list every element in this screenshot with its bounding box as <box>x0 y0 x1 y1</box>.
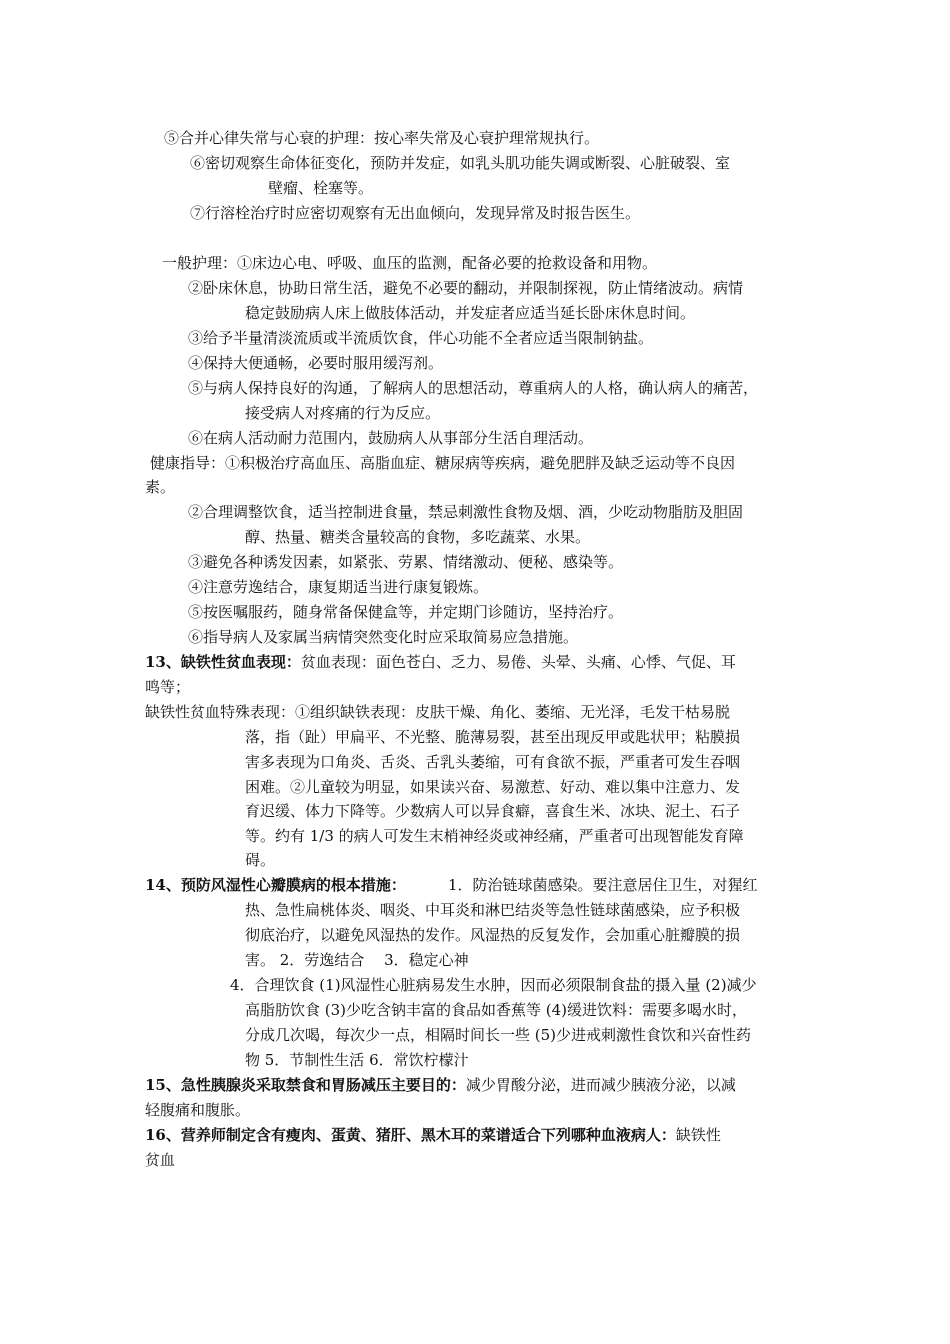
text-line: 分成几次喝，每次少一点，相隔时间长一些 (5)少进戒刺激性食饮和兴奋性药 <box>245 1026 752 1044</box>
text-line: ⑤与病人保持良好的沟通，了解病人的思想活动，尊重病人的人格，确认病人的痛苦， <box>188 379 759 397</box>
text-line: 落，指（趾）甲扁平、不光整、脆薄易裂，甚至出现反甲或匙状甲；粘膜损 <box>245 728 741 746</box>
heading-13: 13、缺铁性贫血表现： <box>145 653 301 671</box>
text-line: 碍。 <box>245 851 276 869</box>
question-13 <box>145 652 736 672</box>
text-line: 鸣等； <box>145 678 191 696</box>
answer-text: 缺铁性 <box>675 1126 721 1144</box>
text-line: 物 5．节制性生活 6．常饮柠檬汁 <box>245 1051 469 1069</box>
text-line: 热、急性扁桃体炎、咽炎、中耳炎和淋巴结炎等急性链球菌感染，应予积极 <box>245 901 741 919</box>
text-line: ⑥在病人活动耐力范围内，鼓励病人从事部分生活自理活动。 <box>188 429 594 447</box>
text-line: ⑥密切观察生命体征变化，预防并发症，如乳头肌功能失调或断裂、心脏破裂、室 <box>190 154 731 172</box>
heading-15: 15、急性胰腺炎采取禁食和胃肠减压主要目的： <box>145 1076 466 1094</box>
text-line: ⑦行溶栓治疗时应密切观察有无出血倾向，发现异常及时报告医生。 <box>190 204 641 222</box>
question-15 <box>145 1075 736 1095</box>
heading-16: 16、营养师制定含有瘦肉、蛋黄、猪肝、黑木耳的菜谱适合下列哪种血液病人： <box>145 1126 676 1144</box>
answer-text: 减少胃酸分泌，进而减少胰液分泌，以减 <box>465 1076 736 1094</box>
text-line: 稳定鼓励病人床上做肢体活动，并发症者应适当延长卧床休息时间。 <box>245 304 696 322</box>
text-line: ⑤合并心律失常与心衰的护理：按心率失常及心衰护理常规执行。 <box>164 129 600 147</box>
text-line: 接受病人对疼痛的行为反应。 <box>245 404 441 422</box>
text-line: ③避免各种诱发因素，如紧张、劳累、情绪激动、便秘、感染等。 <box>188 553 624 571</box>
text-line: 4．合理饮食 (1)风湿性心脏病易发生水肿，因而必须限制食盐的摄入量 (2)减少 <box>230 976 757 994</box>
question-14 <box>145 875 406 895</box>
text-line: 一般护理：①床边心电、呼吸、血压的监测，配备必要的抢救设备和用物。 <box>162 254 658 272</box>
text-line: 缺铁性贫血特殊表现：①组织缺铁表现：皮肤干燥、角化、萎缩、无光泽，毛发干枯易脱 <box>145 703 731 721</box>
text-line: 健康指导：①积极治疗高血压、高脂血症、糖尿病等疾病，避免肥胖及缺乏运动等不良因 <box>150 454 736 472</box>
text-line: 贫血 <box>145 1151 176 1169</box>
text-line: ⑤按医嘱服药，随身常备保健盒等，并定期门诊随访，坚持治疗。 <box>188 603 624 621</box>
text-line: 害。 2．劳逸结合 3．稳定心神 <box>245 951 469 969</box>
text-line: 困难。②儿童较为明显，如果读兴奋、易激惹、好动、难以集中注意力、发 <box>245 778 741 796</box>
text-line: 壁瘤、栓塞等。 <box>268 179 374 197</box>
text-line: ④注意劳逸结合，康复期适当进行康复锻炼。 <box>188 578 489 596</box>
text-line: 素。 <box>145 478 176 496</box>
text-line: 醇、热量、糖类含量较高的食物，多吃蔬菜、水果。 <box>245 528 591 546</box>
text-line: ②合理调整饮食，适当控制进食量，禁忌刺激性食物及烟、酒，少吃动物脂肪及胆固 <box>188 503 744 521</box>
text-line: 彻底治疗，以避免风湿热的发作。风湿热的反复发作，会加重心脏瓣膜的损 <box>245 926 741 944</box>
text-line: ②卧床休息，协助日常生活，避免不必要的翻动，并限制探视，防止情绪波动。病情 <box>188 279 744 297</box>
text-line: 害多表现为口角炎、舌炎、舌乳头萎缩，可有食欲不振，严重者可发生吞咽 <box>245 753 741 771</box>
text-line: 等。约有 1/3 的病人可发生末梢神经炎或神经痛，严重者可出现智能发育障 <box>245 827 744 845</box>
question-16 <box>145 1125 721 1145</box>
text-line: 育迟缓、体力下降等。少数病人可以异食癖，喜食生米、冰块、泥土、石子 <box>245 802 741 820</box>
answer-text: 贫血表现：面色苍白、乏力、易倦、头晕、头痛、心悸、气促、耳 <box>300 653 736 671</box>
text-line: ④保持大便通畅，必要时服用缓泻剂。 <box>188 354 444 372</box>
text-line: ③给予半量清淡流质或半流质饮食，伴心功能不全者应适当限制钠盐。 <box>188 329 654 347</box>
text-line: 高脂肪饮食 (3)少吃含钠丰富的食品如香蕉等 (4)缓进饮料：需要多喝水时， <box>245 1001 748 1019</box>
text-line: 轻腹痛和腹胀。 <box>145 1101 251 1119</box>
heading-14: 14、预防风湿性心瓣膜病的根本措施： <box>145 876 406 894</box>
text-line: 1．防治链球菌感染。要注意居住卫生，对猩红 <box>448 876 758 894</box>
text-line: ⑥指导病人及家属当病情突然变化时应采取简易应急措施。 <box>188 628 579 646</box>
